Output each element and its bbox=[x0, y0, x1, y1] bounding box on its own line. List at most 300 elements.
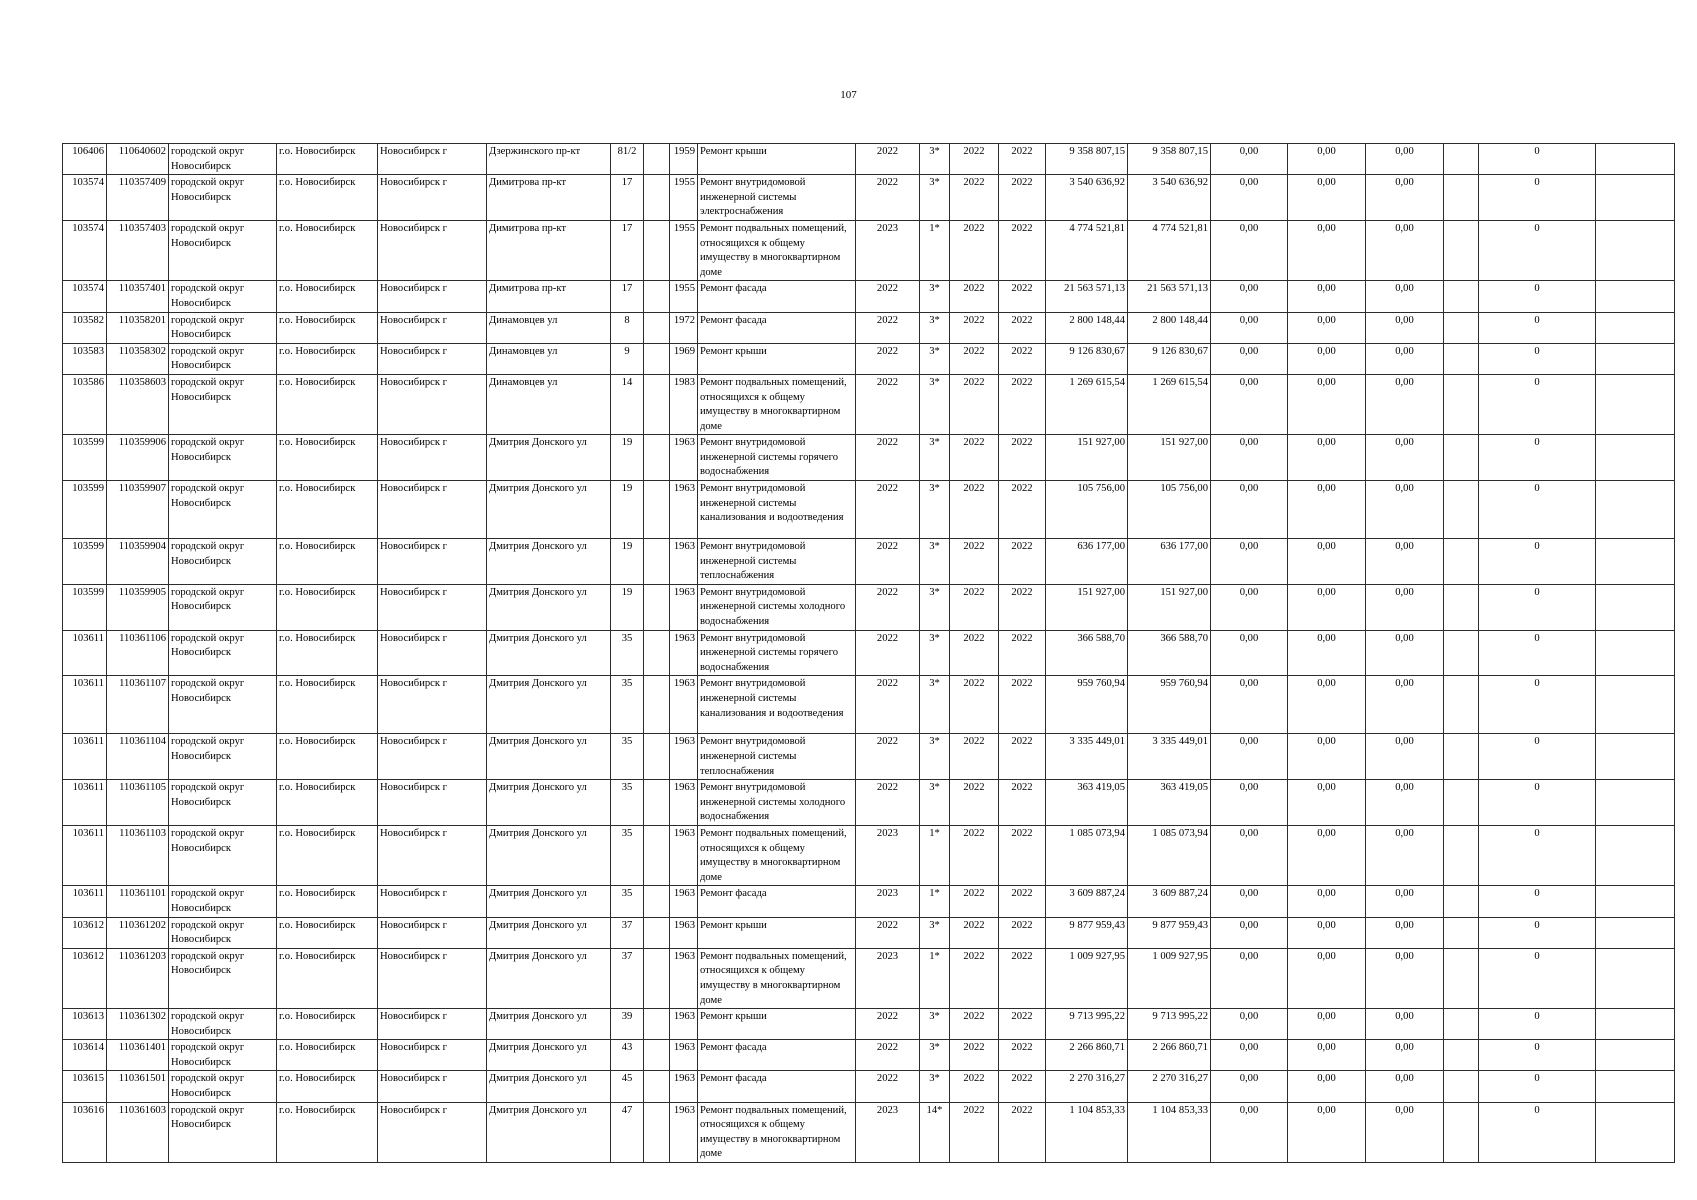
cell-extra bbox=[644, 917, 670, 948]
cell-code: 110361107 bbox=[107, 676, 169, 734]
cell-v3: 0,00 bbox=[1366, 312, 1444, 343]
cell-v6 bbox=[1596, 343, 1675, 374]
cell-work: Ремонт внутридомовой инженерной системы горячего водоснабжения bbox=[698, 435, 856, 481]
cell-plan-year: 2022 bbox=[856, 1009, 920, 1040]
cell-street: Дмитрия Донского ул bbox=[487, 435, 611, 481]
cell-street: Динамовцев ул bbox=[487, 374, 611, 434]
cell-v5: 0 bbox=[1479, 584, 1596, 630]
cell-house: 17 bbox=[611, 281, 644, 312]
cell-house: 19 bbox=[611, 539, 644, 585]
cell-year-a: 2022 bbox=[950, 374, 999, 434]
cell-year-b: 2022 bbox=[999, 1009, 1046, 1040]
cell-street: Дмитрия Донского ул bbox=[487, 917, 611, 948]
cell-year-b: 2022 bbox=[999, 435, 1046, 481]
cell-v5: 0 bbox=[1479, 1071, 1596, 1102]
cell-v3: 0,00 bbox=[1366, 630, 1444, 676]
cell-id: 106406 bbox=[63, 144, 107, 175]
cell-locality: Новосибирск г bbox=[378, 780, 487, 826]
cell-work: Ремонт фасада bbox=[698, 1071, 856, 1102]
cell-v6 bbox=[1596, 676, 1675, 734]
cell-extra bbox=[644, 584, 670, 630]
cell-municipality: г.о. Новосибирск bbox=[277, 886, 378, 917]
cell-district: городской округ Новосибирск bbox=[169, 1071, 277, 1102]
cell-year-b: 2022 bbox=[999, 144, 1046, 175]
cell-cost-fund: 636 177,00 bbox=[1128, 539, 1211, 585]
cell-cost-fund: 4 774 521,81 bbox=[1128, 220, 1211, 280]
cell-v4 bbox=[1444, 220, 1479, 280]
cell-v4 bbox=[1444, 886, 1479, 917]
cell-municipality: г.о. Новосибирск bbox=[277, 1102, 378, 1162]
cell-year-a: 2022 bbox=[950, 281, 999, 312]
cell-extra bbox=[644, 539, 670, 585]
cell-plan-year: 2022 bbox=[856, 630, 920, 676]
cell-extra bbox=[644, 886, 670, 917]
cell-year-a: 2022 bbox=[950, 825, 999, 885]
cell-municipality: г.о. Новосибирск bbox=[277, 780, 378, 826]
cell-cost-fund: 363 419,05 bbox=[1128, 780, 1211, 826]
cell-work: Ремонт фасада bbox=[698, 312, 856, 343]
cell-plan-year: 2022 bbox=[856, 481, 920, 539]
cell-mark: 3* bbox=[920, 481, 950, 539]
cell-plan-year: 2023 bbox=[856, 948, 920, 1008]
cell-year-b: 2022 bbox=[999, 630, 1046, 676]
cell-code: 110361202 bbox=[107, 917, 169, 948]
cell-v5: 0 bbox=[1479, 734, 1596, 780]
cell-v5: 0 bbox=[1479, 374, 1596, 434]
cell-v4 bbox=[1444, 1102, 1479, 1162]
cell-year-b: 2022 bbox=[999, 948, 1046, 1008]
cell-plan-year: 2022 bbox=[856, 343, 920, 374]
cell-mark: 3* bbox=[920, 584, 950, 630]
cell-v6 bbox=[1596, 220, 1675, 280]
cell-locality: Новосибирск г bbox=[378, 312, 487, 343]
cell-v5: 0 bbox=[1479, 1009, 1596, 1040]
cell-district: городской округ Новосибирск bbox=[169, 539, 277, 585]
cell-mark: 3* bbox=[920, 734, 950, 780]
cell-extra bbox=[644, 435, 670, 481]
table-row bbox=[63, 481, 1675, 539]
cell-id: 103612 bbox=[63, 917, 107, 948]
cell-v5: 0 bbox=[1479, 630, 1596, 676]
cell-code: 110361101 bbox=[107, 886, 169, 917]
cell-cost-total: 2 800 148,44 bbox=[1046, 312, 1128, 343]
cell-v1: 0,00 bbox=[1211, 886, 1288, 917]
cell-extra bbox=[644, 734, 670, 780]
cell-v4 bbox=[1444, 676, 1479, 734]
cell-street: Дмитрия Донского ул bbox=[487, 780, 611, 826]
cell-work: Ремонт подвальных помещений, относящихся к общему имуществу в многоквартирном доме bbox=[698, 825, 856, 885]
cell-v1: 0,00 bbox=[1211, 948, 1288, 1008]
cell-v2: 0,00 bbox=[1288, 343, 1366, 374]
cell-code: 110359905 bbox=[107, 584, 169, 630]
table-row bbox=[63, 374, 1675, 434]
cell-v2: 0,00 bbox=[1288, 220, 1366, 280]
cell-id: 103615 bbox=[63, 1071, 107, 1102]
cell-v1: 0,00 bbox=[1211, 734, 1288, 780]
cell-id: 103611 bbox=[63, 676, 107, 734]
cell-house: 81/2 bbox=[611, 144, 644, 175]
cell-v4 bbox=[1444, 825, 1479, 885]
cell-v6 bbox=[1596, 1009, 1675, 1040]
cell-year-a: 2022 bbox=[950, 630, 999, 676]
cell-street: Димитрова пр-кт bbox=[487, 175, 611, 221]
cell-year-a: 2022 bbox=[950, 780, 999, 826]
cell-plan-year: 2022 bbox=[856, 312, 920, 343]
cell-cost-total: 151 927,00 bbox=[1046, 584, 1128, 630]
cell-v4 bbox=[1444, 1071, 1479, 1102]
table-row bbox=[63, 220, 1675, 280]
cell-cost-total: 21 563 571,13 bbox=[1046, 281, 1128, 312]
cell-year-b: 2022 bbox=[999, 312, 1046, 343]
cell-extra bbox=[644, 1102, 670, 1162]
cell-street: Дмитрия Донского ул bbox=[487, 630, 611, 676]
cell-cost-total: 3 540 636,92 bbox=[1046, 175, 1128, 221]
cell-year: 1963 bbox=[670, 539, 698, 585]
cell-locality: Новосибирск г bbox=[378, 825, 487, 885]
cell-work: Ремонт внутридомовой инженерной системы холодного водоснабжения bbox=[698, 780, 856, 826]
cell-v6 bbox=[1596, 481, 1675, 539]
cell-year-a: 2022 bbox=[950, 220, 999, 280]
cell-v3: 0,00 bbox=[1366, 780, 1444, 826]
cell-v3: 0,00 bbox=[1366, 144, 1444, 175]
cell-v2: 0,00 bbox=[1288, 948, 1366, 1008]
cell-municipality: г.о. Новосибирск bbox=[277, 630, 378, 676]
cell-cost-fund: 3 335 449,01 bbox=[1128, 734, 1211, 780]
cell-v3: 0,00 bbox=[1366, 886, 1444, 917]
cell-district: городской округ Новосибирск bbox=[169, 175, 277, 221]
cell-year: 1963 bbox=[670, 1071, 698, 1102]
cell-year: 1963 bbox=[670, 825, 698, 885]
cell-cost-fund: 9 713 995,22 bbox=[1128, 1009, 1211, 1040]
cell-v3: 0,00 bbox=[1366, 676, 1444, 734]
cell-cost-fund: 1 085 073,94 bbox=[1128, 825, 1211, 885]
cell-locality: Новосибирск г bbox=[378, 481, 487, 539]
cell-municipality: г.о. Новосибирск bbox=[277, 312, 378, 343]
cell-year-b: 2022 bbox=[999, 481, 1046, 539]
cell-v4 bbox=[1444, 374, 1479, 434]
cell-v6 bbox=[1596, 144, 1675, 175]
cell-cost-fund: 3 609 887,24 bbox=[1128, 886, 1211, 917]
cell-v6 bbox=[1596, 780, 1675, 826]
cell-locality: Новосибирск г bbox=[378, 886, 487, 917]
cell-year-a: 2022 bbox=[950, 1009, 999, 1040]
cell-v5: 0 bbox=[1479, 917, 1596, 948]
cell-year: 1963 bbox=[670, 1040, 698, 1071]
cell-plan-year: 2022 bbox=[856, 281, 920, 312]
cell-v6 bbox=[1596, 917, 1675, 948]
cell-municipality: г.о. Новосибирск bbox=[277, 1009, 378, 1040]
cell-code: 110357403 bbox=[107, 220, 169, 280]
cell-v1: 0,00 bbox=[1211, 1102, 1288, 1162]
cell-year-a: 2022 bbox=[950, 676, 999, 734]
cell-v6 bbox=[1596, 281, 1675, 312]
cell-mark: 3* bbox=[920, 1071, 950, 1102]
cell-v4 bbox=[1444, 584, 1479, 630]
cell-district: городской округ Новосибирск bbox=[169, 1102, 277, 1162]
cell-cost-total: 3 609 887,24 bbox=[1046, 886, 1128, 917]
cell-extra bbox=[644, 343, 670, 374]
cell-v3: 0,00 bbox=[1366, 734, 1444, 780]
cell-district: городской округ Новосибирск bbox=[169, 780, 277, 826]
cell-cost-fund: 3 540 636,92 bbox=[1128, 175, 1211, 221]
cell-year-b: 2022 bbox=[999, 825, 1046, 885]
cell-v1: 0,00 bbox=[1211, 676, 1288, 734]
cell-locality: Новосибирск г bbox=[378, 144, 487, 175]
cell-mark: 3* bbox=[920, 676, 950, 734]
cell-locality: Новосибирск г bbox=[378, 281, 487, 312]
cell-v3: 0,00 bbox=[1366, 343, 1444, 374]
cell-id: 103583 bbox=[63, 343, 107, 374]
cell-locality: Новосибирск г bbox=[378, 175, 487, 221]
cell-v2: 0,00 bbox=[1288, 374, 1366, 434]
cell-v6 bbox=[1596, 825, 1675, 885]
cell-street: Дмитрия Донского ул bbox=[487, 948, 611, 1008]
cell-v3: 0,00 bbox=[1366, 825, 1444, 885]
cell-work: Ремонт крыши bbox=[698, 1009, 856, 1040]
cell-locality: Новосибирск г bbox=[378, 435, 487, 481]
cell-cost-total: 151 927,00 bbox=[1046, 435, 1128, 481]
cell-year-a: 2022 bbox=[950, 481, 999, 539]
cell-district: городской округ Новосибирск bbox=[169, 734, 277, 780]
cell-work: Ремонт внутридомовой инженерной системы теплоснабжения bbox=[698, 734, 856, 780]
cell-street: Дмитрия Донского ул bbox=[487, 1102, 611, 1162]
cell-district: городской округ Новосибирск bbox=[169, 1009, 277, 1040]
table-row bbox=[63, 175, 1675, 221]
table-row bbox=[63, 144, 1675, 175]
cell-year: 1963 bbox=[670, 584, 698, 630]
cell-mark: 1* bbox=[920, 220, 950, 280]
cell-district: городской округ Новосибирск bbox=[169, 144, 277, 175]
cell-v4 bbox=[1444, 281, 1479, 312]
cell-v1: 0,00 bbox=[1211, 343, 1288, 374]
cell-v2: 0,00 bbox=[1288, 917, 1366, 948]
cell-v1: 0,00 bbox=[1211, 584, 1288, 630]
cell-municipality: г.о. Новосибирск bbox=[277, 676, 378, 734]
cell-v5: 0 bbox=[1479, 175, 1596, 221]
cell-year: 1963 bbox=[670, 630, 698, 676]
cell-id: 103586 bbox=[63, 374, 107, 434]
cell-v3: 0,00 bbox=[1366, 539, 1444, 585]
cell-house: 37 bbox=[611, 948, 644, 1008]
cell-work: Ремонт фасада bbox=[698, 886, 856, 917]
table-row bbox=[63, 780, 1675, 826]
cell-v4 bbox=[1444, 144, 1479, 175]
cell-year-b: 2022 bbox=[999, 1102, 1046, 1162]
cell-house: 45 bbox=[611, 1071, 644, 1102]
cell-house: 9 bbox=[611, 343, 644, 374]
cell-mark: 3* bbox=[920, 1009, 950, 1040]
cell-plan-year: 2022 bbox=[856, 917, 920, 948]
cell-house: 8 bbox=[611, 312, 644, 343]
cell-locality: Новосибирск г bbox=[378, 374, 487, 434]
cell-year-b: 2022 bbox=[999, 886, 1046, 917]
cell-v3: 0,00 bbox=[1366, 374, 1444, 434]
cell-municipality: г.о. Новосибирск bbox=[277, 481, 378, 539]
cell-street: Дмитрия Донского ул bbox=[487, 676, 611, 734]
cell-plan-year: 2022 bbox=[856, 734, 920, 780]
cell-year-a: 2022 bbox=[950, 734, 999, 780]
cell-v6 bbox=[1596, 584, 1675, 630]
cell-cost-total: 366 588,70 bbox=[1046, 630, 1128, 676]
cell-extra bbox=[644, 1040, 670, 1071]
cell-v5: 0 bbox=[1479, 343, 1596, 374]
cell-municipality: г.о. Новосибирск bbox=[277, 220, 378, 280]
cell-district: городской округ Новосибирск bbox=[169, 630, 277, 676]
cell-locality: Новосибирск г bbox=[378, 630, 487, 676]
cell-house: 39 bbox=[611, 1009, 644, 1040]
cell-year-a: 2022 bbox=[950, 948, 999, 1008]
cell-cost-total: 9 877 959,43 bbox=[1046, 917, 1128, 948]
cell-plan-year: 2022 bbox=[856, 584, 920, 630]
cell-year: 1963 bbox=[670, 676, 698, 734]
table-row bbox=[63, 886, 1675, 917]
cell-v4 bbox=[1444, 343, 1479, 374]
cell-locality: Новосибирск г bbox=[378, 584, 487, 630]
cell-v3: 0,00 bbox=[1366, 917, 1444, 948]
cell-municipality: г.о. Новосибирск bbox=[277, 435, 378, 481]
cell-v4 bbox=[1444, 539, 1479, 585]
cell-id: 103611 bbox=[63, 886, 107, 917]
cell-street: Дмитрия Донского ул bbox=[487, 1009, 611, 1040]
cell-v1: 0,00 bbox=[1211, 281, 1288, 312]
cell-v1: 0,00 bbox=[1211, 220, 1288, 280]
table-row bbox=[63, 734, 1675, 780]
cell-id: 103599 bbox=[63, 481, 107, 539]
table-row bbox=[63, 1040, 1675, 1071]
cell-house: 35 bbox=[611, 676, 644, 734]
cell-v1: 0,00 bbox=[1211, 435, 1288, 481]
cell-cost-total: 4 774 521,81 bbox=[1046, 220, 1128, 280]
cell-v6 bbox=[1596, 435, 1675, 481]
cell-district: городской округ Новосибирск bbox=[169, 312, 277, 343]
cell-code: 110361103 bbox=[107, 825, 169, 885]
cell-year-a: 2022 bbox=[950, 343, 999, 374]
cell-house: 17 bbox=[611, 220, 644, 280]
cell-extra bbox=[644, 630, 670, 676]
cell-code: 110361501 bbox=[107, 1071, 169, 1102]
cell-v4 bbox=[1444, 917, 1479, 948]
cell-work: Ремонт внутридомовой инженерной системы холодного водоснабжения bbox=[698, 584, 856, 630]
cell-v1: 0,00 bbox=[1211, 630, 1288, 676]
cell-mark: 1* bbox=[920, 886, 950, 917]
cell-v2: 0,00 bbox=[1288, 1040, 1366, 1071]
cell-year-a: 2022 bbox=[950, 1040, 999, 1071]
cell-cost-fund: 9 358 807,15 bbox=[1128, 144, 1211, 175]
cell-cost-fund: 1 269 615,54 bbox=[1128, 374, 1211, 434]
cell-work: Ремонт внутридомовой инженерной системы канализования и водоотведения bbox=[698, 676, 856, 734]
cell-v5: 0 bbox=[1479, 886, 1596, 917]
cell-cost-fund: 9 126 830,67 bbox=[1128, 343, 1211, 374]
cell-id: 103582 bbox=[63, 312, 107, 343]
cell-year-a: 2022 bbox=[950, 886, 999, 917]
cell-year-b: 2022 bbox=[999, 734, 1046, 780]
cell-plan-year: 2022 bbox=[856, 539, 920, 585]
cell-cost-fund: 105 756,00 bbox=[1128, 481, 1211, 539]
cell-cost-fund: 9 877 959,43 bbox=[1128, 917, 1211, 948]
cell-municipality: г.о. Новосибирск bbox=[277, 175, 378, 221]
cell-v2: 0,00 bbox=[1288, 676, 1366, 734]
cell-year-a: 2022 bbox=[950, 1102, 999, 1162]
cell-mark: 1* bbox=[920, 948, 950, 1008]
cell-house: 35 bbox=[611, 630, 644, 676]
cell-mark: 14* bbox=[920, 1102, 950, 1162]
cell-extra bbox=[644, 1009, 670, 1040]
cell-municipality: г.о. Новосибирск bbox=[277, 584, 378, 630]
cell-v6 bbox=[1596, 175, 1675, 221]
cell-cost-fund: 1 009 927,95 bbox=[1128, 948, 1211, 1008]
cell-street: Динамовцев ул bbox=[487, 343, 611, 374]
cell-work: Ремонт внутридомовой инженерной системы электроснабжения bbox=[698, 175, 856, 221]
cell-district: городской округ Новосибирск bbox=[169, 374, 277, 434]
cell-v4 bbox=[1444, 175, 1479, 221]
cell-code: 110640602 bbox=[107, 144, 169, 175]
cell-v2: 0,00 bbox=[1288, 584, 1366, 630]
cell-street: Дмитрия Донского ул bbox=[487, 1071, 611, 1102]
cell-v1: 0,00 bbox=[1211, 144, 1288, 175]
cell-v2: 0,00 bbox=[1288, 1071, 1366, 1102]
cell-v2: 0,00 bbox=[1288, 144, 1366, 175]
cell-v2: 0,00 bbox=[1288, 1009, 1366, 1040]
cell-year: 1955 bbox=[670, 281, 698, 312]
cell-locality: Новосибирск г bbox=[378, 1071, 487, 1102]
cell-v6 bbox=[1596, 374, 1675, 434]
cell-street: Дзержинского пр-кт bbox=[487, 144, 611, 175]
cell-v6 bbox=[1596, 1102, 1675, 1162]
cell-v6 bbox=[1596, 1040, 1675, 1071]
cell-year-a: 2022 bbox=[950, 539, 999, 585]
cell-mark: 1* bbox=[920, 825, 950, 885]
cell-municipality: г.о. Новосибирск bbox=[277, 917, 378, 948]
cell-id: 103613 bbox=[63, 1009, 107, 1040]
cell-year-b: 2022 bbox=[999, 917, 1046, 948]
cell-work: Ремонт внутридомовой инженерной системы горячего водоснабжения bbox=[698, 630, 856, 676]
cell-district: городской округ Новосибирск bbox=[169, 886, 277, 917]
cell-year-a: 2022 bbox=[950, 917, 999, 948]
cell-extra bbox=[644, 175, 670, 221]
cell-house: 19 bbox=[611, 481, 644, 539]
cell-year-b: 2022 bbox=[999, 1040, 1046, 1071]
cell-year: 1963 bbox=[670, 435, 698, 481]
capital-repair-table bbox=[62, 143, 1675, 1163]
cell-street: Дмитрия Донского ул bbox=[487, 584, 611, 630]
cell-year: 1963 bbox=[670, 917, 698, 948]
cell-extra bbox=[644, 948, 670, 1008]
cell-code: 110361104 bbox=[107, 734, 169, 780]
cell-district: городской округ Новосибирск bbox=[169, 281, 277, 312]
cell-v4 bbox=[1444, 734, 1479, 780]
cell-cost-fund: 2 800 148,44 bbox=[1128, 312, 1211, 343]
cell-v2: 0,00 bbox=[1288, 481, 1366, 539]
cell-year-b: 2022 bbox=[999, 676, 1046, 734]
cell-code: 110358302 bbox=[107, 343, 169, 374]
cell-cost-total: 2 266 860,71 bbox=[1046, 1040, 1128, 1071]
cell-mark: 3* bbox=[920, 144, 950, 175]
cell-v4 bbox=[1444, 435, 1479, 481]
cell-v2: 0,00 bbox=[1288, 886, 1366, 917]
cell-extra bbox=[644, 312, 670, 343]
cell-plan-year: 2022 bbox=[856, 175, 920, 221]
cell-year-b: 2022 bbox=[999, 343, 1046, 374]
cell-code: 110359904 bbox=[107, 539, 169, 585]
cell-cost-fund: 21 563 571,13 bbox=[1128, 281, 1211, 312]
cell-year: 1963 bbox=[670, 734, 698, 780]
cell-v4 bbox=[1444, 630, 1479, 676]
cell-v5: 0 bbox=[1479, 435, 1596, 481]
cell-district: городской округ Новосибирск bbox=[169, 825, 277, 885]
cell-id: 103599 bbox=[63, 584, 107, 630]
cell-work: Ремонт подвальных помещений, относящихся к общему имуществу в многоквартирном доме bbox=[698, 948, 856, 1008]
cell-id: 103574 bbox=[63, 220, 107, 280]
